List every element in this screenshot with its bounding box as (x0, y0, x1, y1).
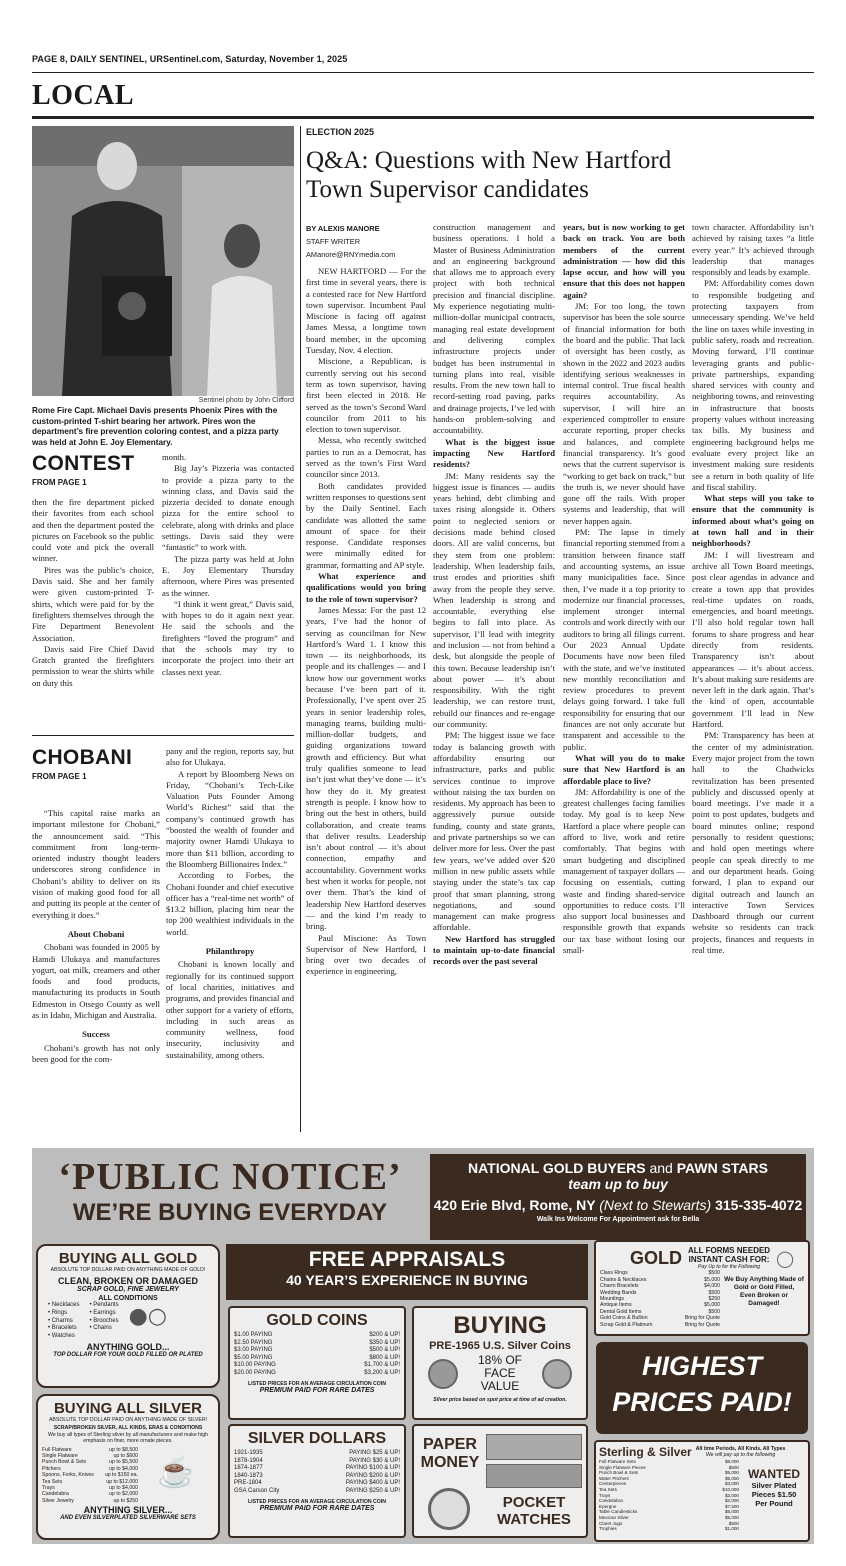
election-col-4 (692, 222, 814, 1132)
ad-walkins: Walk Ins Welcome For Appointment ask for Bella (536, 1216, 700, 1223)
cell: up to $600 (113, 1453, 138, 1460)
paragraph: “This capital raise marks an important milestone for Chobani,” the announcement said. “This commitment from long-term-oriented industry thought leaders underscores strong confidence in Chobani’s ability to deliver on its vision of making good food for all and putting its people at the center of everything it does.” (32, 808, 160, 920)
cell: Trophies (599, 1526, 617, 1532)
ad-gold-coins (228, 1306, 406, 1420)
cell: PAYING $25 & UP! (349, 1450, 400, 1456)
cell: $3,000 (724, 1492, 739, 1498)
table-row (234, 1347, 400, 1355)
ad-silver-dollars (228, 1424, 406, 1538)
table-row (234, 1332, 400, 1340)
cell: Tea Sets (599, 1486, 617, 1492)
cell: 1921-1935 (234, 1450, 263, 1456)
paragraph: Miscione, a Republican, is currently serving out his second term as town supervisor, having first been elected in 2018. He served as the town’s Second Ward councilor from 2011 to his election to town supervisor. (306, 356, 426, 435)
cell: up to $12,000 (106, 1478, 138, 1485)
cell: 1878-1904 (234, 1457, 263, 1464)
gold-coins-note: LISTED PRICES FOR AN AVERAGE CIRCULATION COIN (247, 1380, 387, 1387)
paragraph: James Messa: For the past 12 years, I’ve had the honor of serving as councilman for New Hartford’s Ward 1. I know this town — its neighborhoods, its people and its challenges — and I know how our government works because I’ve been part of it. Professionally, I’ve spent over 25 years in senior leadership roles, managing teams, building multi-million-dollar budgets, and guiding organizations toward growth and efficiency. But what truly qualifies someone to lead isn’t just what they’ve done — it’s how they do it. My greatest strength is people. I know how to bring out the best in others, build collaboration, and create teams that deliver results. Leadership isn’t about control — it’s about connection, empathy and accountability. Government works best when it works for people, not over them. That’s the kind of leadership New Hartford deserves — and the kind I’m ready to bring. (306, 604, 426, 932)
question: New Hartford has struggled to maintain up-to-date financial records over the past several (433, 933, 555, 967)
cell: $5,000 (724, 1475, 739, 1481)
cell: PAYING $250 & UP! (345, 1487, 400, 1494)
sterling-head1: All time Periods, All Kinds, All Types (695, 1445, 786, 1452)
paragraph: PM: Affordability comes down to responsible budgeting and protecting taxpayers from unnecessary spending. We’ve held the line on taxes while investing in public safety, roads and recreation. Moving forward, I’ll continue leveraging grants and public-private partnerships, expanding shared services with county and neighboring towns, and reinvesting in infrastructure that boosts property values without increasing tax bills. My business and engineering background helps me evaluate every project like an investment making sure residents see a return in both quality of life and fiscal stability. (692, 278, 814, 492)
cell: $2.50 PAYING (234, 1339, 273, 1346)
sterling-title: Sterling & Silver (599, 1445, 692, 1459)
sterling-plated2: Pieces $1.50 (751, 1490, 797, 1499)
face-line-3: VALUE (480, 1379, 520, 1393)
silver-box-l2: We buy all types of Sterling silver by all manufacturers and make high emphasis on finer, more ornate pieces. (48, 1431, 208, 1445)
cell: Candelabra (599, 1498, 623, 1504)
coin-icon (542, 1359, 572, 1389)
gold-box-footer1: ANYTHING GOLD... (86, 1342, 170, 1353)
cell: Spoons, Forks, Knives (42, 1472, 94, 1479)
divider (32, 735, 294, 736)
cell: Table Candlesticks (599, 1509, 638, 1515)
cell: Full Flatware (42, 1446, 72, 1453)
cell: $1.00 PAYING (234, 1332, 273, 1338)
election-col-3 (563, 222, 685, 1132)
cell: Tea Sets (42, 1478, 63, 1485)
cell: Silver Jewelry (42, 1497, 74, 1504)
byline-email: AManore@RNYmedia.com (306, 250, 396, 259)
cell: $5.00 PAYING (234, 1354, 273, 1361)
pocket-watch-icon (428, 1488, 470, 1530)
banknote-icon (486, 1434, 582, 1460)
paragraph: Davis said Fire Chief David Gratch granted the firefighters permission to wear the shirts while on duty this (32, 643, 154, 688)
teapot-icon: ☕ (157, 1454, 195, 1490)
chobani-col-1 (32, 808, 160, 1126)
gold-list-side2: Gold or Gold Filled, (733, 1284, 795, 1292)
cell: Candelabra (42, 1491, 69, 1498)
cell: Bring for Quote (684, 1315, 720, 1322)
paper-money-label: PAPER MONEY (420, 1436, 480, 1471)
cell: $20.00 PAYING (234, 1369, 276, 1376)
election-headline: Q&A: Questions with New Hartford Town Supervisor candidates (306, 147, 672, 203)
table-row (234, 1355, 400, 1363)
table-row (599, 1526, 739, 1532)
gold-box-footer2: TOP DOLLAR FOR YOUR GOLD FILLED OR PLATED (53, 1352, 203, 1359)
table-row (234, 1480, 400, 1488)
election-kicker: ELECTION 2025 (306, 127, 375, 137)
question: years, but is now working to get back on track. You are both members of the current administration — how did this lapse occur, and how will you ensure that this does not happen again? (563, 222, 685, 300)
cell: Mountings (600, 1296, 624, 1303)
column-divider (300, 126, 301, 1132)
cell: Antique Items (600, 1302, 632, 1309)
ad-paper-money (412, 1424, 588, 1538)
paragraph: JM: For too long, the town supervisor has been the sole source of financial information for both the board and the public. That lack of oversight has been costly, as shown in the 2022 and 2023 audits identifying serious weaknesses in internal control. True fiscal health requires accountability. As supervisor, I will hire an experienced comptroller to ensure accurate reporting, proper checks and balances, and complete financial transparency. It’s good news that the current supervisor is “working to get back on track,” but the truth is, we never should have gone off the rails. With proper systems and leadership, that will never happen again. (563, 301, 685, 526)
cell: up to $2,000 (109, 1491, 138, 1498)
gold-list-forms2: INSTANT CASH FOR: (688, 1255, 770, 1264)
ad-national-gold (430, 1154, 806, 1240)
ad-public-notice (38, 1156, 422, 1242)
ad-silver-box (36, 1394, 220, 1540)
chobani-col-2 (166, 746, 294, 1130)
cell: Punch Bowl & Sets (599, 1470, 639, 1476)
cell: Punch Bowl & Sets (42, 1459, 87, 1466)
cell: Epergne (599, 1503, 617, 1509)
pre1965-sub: PRE-1965 U.S. Silver Coins (429, 1340, 571, 1352)
cell: $5,000 (724, 1470, 739, 1476)
cell: $500 (708, 1270, 720, 1277)
chobani-header (32, 746, 152, 781)
list-item: • Brooches (89, 1317, 119, 1324)
list-item: • Necklaces (48, 1302, 80, 1309)
paragraph: PM: The lapse in timely financial reporting stemmed from a transition between finance staff and accounting systems, an issue many municipalities face. Since then, I’ve made it a top priority to modernize our financial processes, implement stronger internal controls and work directly with our auditors to bring all filings current. Our 2023 Annual Update Documents have now been filed with the state, and we’ve instituted new monthly reconciliation and review procedures to prevent delays going forward. I take full responsibility for ensuring that our finances are not only accurate but transparent and accessible to the public. (563, 527, 685, 752)
cell: $1,000 (724, 1526, 739, 1532)
pocket-watches-label: POCKET WATCHES (497, 1494, 571, 1528)
cell: $3,000 (724, 1481, 739, 1487)
list-item: • Bracelets (48, 1325, 77, 1332)
jewelry-icon: ●○ (128, 1304, 167, 1330)
paragraph: PM: The biggest issue we face today is balancing growth with affordability ensuring our infrastructure, parks and public services continue to improve without raising the tax burden on residents. My approach has been to aggressively pursue outside funding, county and state grants, and private partnerships so we can deliver more for less. Over the past few years, we’ve added over $20 million in new public assets while staying under the state’s tax cap proof that smart planning, strong negotiations, and sound management can make progress affordable. (433, 730, 555, 933)
paragraph: NEW HARTFORD — For the first time in several years, there is a contested race for New Hartford town supervisor. Incumbent Paul Miscione is facing off against James Messa, a longtime town board member, in the upcoming Tuesday, Nov. 4 election. (306, 266, 426, 356)
subhead: Success (82, 1029, 110, 1040)
list-item: • Rings (48, 1310, 68, 1316)
gold-coins-premium: PREMIUM PAID FOR RARE DATES (259, 1386, 375, 1394)
pre1965-note: Silver price based on spot price at time of ad creation. (433, 1397, 567, 1403)
cell: $500 (708, 1308, 720, 1315)
cell: up to $250 (113, 1497, 138, 1504)
silver-box-title: BUYING ALL SILVER (53, 1400, 203, 1417)
table-row (234, 1370, 400, 1378)
cell: 1840-1873 (234, 1472, 263, 1479)
ad-sterling (594, 1440, 810, 1542)
ad-and: and (649, 1160, 673, 1176)
paragraph: “I think it went great,” Davis said, with hopes to do it again next year. He said the schools and the firefighters “loved the program” and that the schools may try to incorporate the project into their art classes next year. (162, 598, 294, 677)
gold-list-side3: Even Broken or Damaged! (739, 1292, 789, 1308)
table-row (234, 1473, 400, 1481)
subhead: Philanthropy (205, 946, 255, 957)
cell: Mexican Silver (599, 1514, 629, 1520)
chobani-title: CHOBANI (32, 746, 133, 769)
cell: Claret Jugs (599, 1520, 623, 1526)
election-col-2 (433, 222, 555, 1132)
cell: Trays (42, 1485, 55, 1492)
table-row (234, 1458, 400, 1466)
paragraph: The pizza party was held at John E. Joy Elementary Thursday afternoon, where Pires was presented as the winner. (162, 553, 294, 598)
paragraph: town character. Affordability isn’t achieved by raising taxes “a little every year.” It’s achieved through leadership that manages responsibly and leads by example. (692, 222, 814, 278)
ad-appraisals (226, 1244, 588, 1300)
cell: Bring for Quote (684, 1321, 720, 1328)
banknote-icon (486, 1464, 582, 1488)
cell: Trays (599, 1492, 611, 1498)
list-item: • Watches (48, 1332, 75, 1339)
paragraph: construction management and business operations. I hold a Master of Business Administration and an engineering background that allows me to approach every project with both technical precision and financial discipline. My experience negotiating multi-million-dollar municipal contracts, managing real estate development and delivering complex infrastructure projects under budget has been instrumental in turning plans into real, visible results. From the new town hall to record-setting road paving, parks and drainage projects, I’ve led with hands-on problem-solving and accountability. (433, 222, 555, 436)
byline: BY ALEXIS MANORE (306, 224, 380, 233)
paragraph: According to Forbes, the Chobani founder and chief executive officer has a “real-time net worth” of $13.2 billion, placing him near the top 200 wealthiest individuals in the world. (166, 870, 294, 937)
contest-col-2 (162, 452, 294, 714)
ad-gold-box (36, 1244, 220, 1388)
cell: Chains & Necklaces (600, 1276, 647, 1283)
ad-team: team up to buy (568, 1176, 668, 1192)
contest-title: CONTEST (32, 452, 135, 475)
cell: $10,000 (722, 1486, 739, 1492)
cell: up to $4,000 (109, 1485, 138, 1492)
cell: $5,000 (724, 1509, 739, 1515)
appraisals-title: FREE APPRAISALS (308, 1248, 506, 1271)
gold-box-items (48, 1302, 214, 1340)
gold-box-l1: CLEAN, BROKEN OR DAMAGED (57, 1276, 198, 1287)
cell: up to $8,500 (109, 1446, 138, 1453)
cell: Dental Gold Items (600, 1308, 642, 1315)
cell: $500 (728, 1520, 739, 1526)
gold-list-forms1: ALL FORMS NEEDED (688, 1246, 771, 1255)
cell: Centerpieces (599, 1481, 627, 1487)
paragraph: then the fire department picked their favorites from each school and then the department posted the pictures on Facebook so the public could vote and pick the overall winner. (32, 497, 154, 564)
contest-header (32, 452, 135, 487)
cell: PAYING $100 & UP! (345, 1465, 400, 1472)
gold-list-title: GOLD (630, 1247, 682, 1268)
paragraph: month. (162, 452, 187, 462)
cell: $5,000 (704, 1276, 720, 1283)
pre1965-title: BUYING (453, 1312, 547, 1339)
section-title: LOCAL (32, 80, 135, 111)
news-photo (32, 126, 294, 396)
ad-gold-list (594, 1240, 810, 1336)
cell: $5,000 (704, 1302, 720, 1309)
cell: PAYING $200 & UP! (345, 1472, 400, 1479)
cell: PRE-1804 (234, 1480, 262, 1487)
table-row (600, 1322, 720, 1328)
paragraph: Chobani was founded in 2005 by Hamdi Ulukaya and manufactures yogurt, oat milk, creamers and other foods and food products, manufacturing its products in South Edmeston in Otsego County as well as in Idaho, Michigan and Australia. (32, 942, 160, 1021)
ad-national: NATIONAL GOLD BUYERS (467, 1160, 646, 1176)
section-rule (32, 116, 814, 119)
cell: Scrap Gold & Platinum (600, 1321, 653, 1328)
cell: GSA Carson City (234, 1487, 280, 1494)
silver-box-l1: SCRAP/BROKEN SILVER, ALL KINDS, ERAS & CONDITIONS (53, 1425, 203, 1432)
list-item: • Charms (48, 1317, 73, 1324)
paragraph: Pires was the public’s choice, Davis said. She and her family were given custom-printed T-shirts, which were paid for by the firefighters themselves through the Fire Department Benevolent Association. (32, 564, 154, 643)
paragraph: PM: Transparency has been at the center of my administration. Every major project from the town hall to the Chadwicks revitalization has been presented publicly and discussed openly at board meetings. I’ve made it a point to post updates, budgets and board minutes online; respond personally to resident questions; and hold open meetings where people can speak directly to me and our department heads. Going forward, I plan to expand our digital outreach and launch an interactive Town Services Dashboard through our current website so residents can track projects, finances and requests in real time. (692, 730, 814, 955)
ad-phone: 315-335-4072 (715, 1197, 803, 1213)
cell: $3.00 PAYING (234, 1347, 273, 1354)
photo-caption: Rome Fire Capt. Michael Davis presents Phoenix Pires with the custom-printed T-shirt bearing her artwork. Pires won the department’s fire prevention coloring contest, and a pizza party was held at John E. Joy Elementary. (32, 406, 279, 447)
cell: $7,500 (724, 1503, 739, 1509)
silver-dollars-premium: PREMIUM PAID FOR RARE DATES (259, 1504, 375, 1512)
election-col-1 (306, 266, 426, 1132)
silver-box-footer1: ANYTHING SILVER... (83, 1505, 173, 1516)
cell: Wedding Bands (600, 1289, 637, 1296)
cell: Single Flatware Pieces (599, 1464, 646, 1470)
cell: $10.00 PAYING (234, 1362, 276, 1369)
gold-coins-title: GOLD COINS (266, 1312, 368, 1329)
silver-dollars-title: SILVER DOLLARS (247, 1430, 387, 1447)
coin-icon (428, 1359, 458, 1389)
cell: PAYING $30 & UP! (349, 1457, 400, 1464)
face-line-2: FACE (484, 1366, 516, 1380)
sterling-head2: We will pay up to the following (705, 1452, 776, 1458)
sterling-wanted: WANTED (748, 1467, 800, 1481)
paragraph: pany and the region, reports say, but also for Ulukaya. (166, 746, 294, 768)
cell: $500 & UP! (369, 1347, 400, 1354)
ad-public-notice-title: ‘PUBLIC NOTICE’ (58, 1156, 402, 1198)
cell: $5,000 (724, 1514, 739, 1520)
cell: $1,700 & UP! (364, 1362, 400, 1369)
paragraph: Messa, who recently switched parties to run as a Democrat, has served as the town’s First Ward councilor since 2013. (306, 435, 426, 480)
cell: $2,000 (724, 1498, 739, 1504)
ad-pre1965 (412, 1306, 588, 1420)
paragraph: JM: Affordability is one of the greatest challenges facing families today. My goal is to keep New Hartford a place where people can afford to live, work and retire comfortably. That begins with smart budgeting and disciplined management of taxpayer dollars — focusing on essentials, cutting waste and finding shared-service opportunities to reduce costs. I’ll also support local businesses and responsible growth that expands our tax base without losing our small- (563, 786, 685, 955)
question: What will you do to make sure that New Hartford is an affordable place to live? (563, 752, 685, 786)
byline-role: STAFF WRITER (306, 237, 361, 246)
ad-buying-everyday: WE’RE BUYING EVERYDAY (72, 1199, 388, 1226)
cell: up to $5,500 (109, 1459, 138, 1466)
question: What experience and qualifications would you bring to the role of town supervisor? (306, 571, 426, 604)
ring-icon: ◯ (776, 1248, 794, 1268)
silver-box-sub: ABSOLUTE TOP DOLLAR PAID ON ANYTHING MADE OF SILVER! (48, 1417, 208, 1423)
table-row (234, 1450, 400, 1458)
sterling-plated1: Silver Plated (751, 1481, 797, 1490)
top-rule (32, 72, 814, 73)
cell: Water Pitchers (599, 1475, 629, 1481)
cell: $250 (708, 1296, 720, 1303)
ad-pawn: PAWN STARS (676, 1160, 768, 1176)
list-item: • Pendants (89, 1302, 119, 1309)
paragraph: JM: Many residents say the biggest issue is finances — audits years behind, debt climbing and taxes rising alongside it. Others point to neglected seniors or decisions made behind closed doors. All are valid concerns, but they stem from one problem: leadership. When leadership fails, trust erodes and priorities shift away from the people they serve. When leadership is strong and accountable, everything else begins to fall into place. As supervisor, I’ll lead with integrity and inclusion — not from behind a desk, but alongside the people of this town. Because leadership isn’t about power — it’s about responsibility. With the right leadership, we can restore trust, rebuild our finances and re-engage our community. (433, 470, 555, 730)
paragraph: Big Jay’s Pizzeria was contacted to provide a pizza party to the winning class, and Davis said the pizzeria decided to donate enough pizza for the entire school to celebrate, along with drinks and place settings. Davis said they were “fantastic” to work with. (162, 463, 294, 553)
chobani-from-page: FROM PAGE 1 (32, 772, 87, 781)
silver-dollars-note: LISTED PRICES FOR AN AVERAGE CIRCULATION COIN (247, 1498, 387, 1505)
ad-next-to: (Next to Stewarts) (599, 1197, 712, 1213)
cell: PAYING $400 & UP! (345, 1480, 400, 1487)
cell: Gold Coins & Bullion (600, 1315, 648, 1322)
question: What is the biggest issue impacting New Hartford residents? (433, 436, 555, 470)
cell: Full Flatware Sets (599, 1459, 636, 1464)
table-row (234, 1488, 400, 1496)
cell: Pitchers (42, 1465, 61, 1472)
paragraph: JM: I will livestream and archive all Town Board meetings, post clear agendas in advance and create a town app that provides real-time updates on roads, emergencies, and board meetings. I’ll also hold regular town hall forums to share progress and hear directly from residents. Transparency isn’t about appearances — it’s about access. It’s about making sure residents are never left in the dark again. That’s the kind of open, accountable government I’ll lead in New Hartford. (692, 549, 814, 730)
cell: $8,000 (724, 1459, 739, 1464)
gold-list-side1: We Buy Anything Made of (724, 1276, 804, 1284)
silver-box-footer2: AND EVEN SILVERPLATED SILVERWARE SETS (60, 1515, 196, 1522)
cell: Single Flatware (42, 1453, 78, 1460)
cell: 1874-1877 (234, 1465, 263, 1472)
list-item: • Earrings (89, 1310, 116, 1316)
silver-box-rows (42, 1447, 138, 1505)
cell: $3,200 & UP! (364, 1369, 400, 1376)
table-row (234, 1465, 400, 1473)
contest-from-page: FROM PAGE 1 (32, 478, 87, 487)
cell: $4,000 (704, 1283, 720, 1290)
cell: Charm Bracelets (600, 1283, 639, 1290)
cell: $500 (708, 1289, 720, 1296)
paragraph: Chobani’s growth has not only been good for the com- (32, 1042, 160, 1064)
cell: $500 (728, 1464, 739, 1470)
highest-line-2: PRICES PAID! (612, 1387, 792, 1417)
table-row (234, 1362, 400, 1370)
paragraph: Paul Miscione: As Town Supervisor of New Hartford, I bring over two decades of experience in engineering, (306, 932, 426, 977)
question: What steps will you take to ensure that the community is informed about what’s going on at town hall and in their neighborhoods? (692, 493, 814, 549)
list-item: • Chains (89, 1325, 112, 1332)
cell: $800 & UP! (369, 1354, 400, 1361)
ad-highest-prices (596, 1342, 808, 1434)
appraisals-sub: 40 YEAR’S EXPERIENCE IN BUYING (286, 1272, 528, 1288)
face-line-1: 18% OF (477, 1353, 522, 1367)
paragraph: Both candidates provided written responses to questions sent by the Daily Sentinel. Each candidate was allotted the same amount of space for their response. Candidate responses were minimally edited for grammar, formatting and AP style. (306, 480, 426, 570)
gold-box-title: BUYING ALL GOLD (58, 1250, 198, 1267)
paragraph: Chobani is known locally and regionally for its continued support of local charities, initiatives and programs, and provides financial and other support for a variety of efforts, including in such areas as community wellness, food insecurity, inclusivity and sustainability, among others. (166, 959, 294, 1060)
table-row (42, 1498, 138, 1504)
gold-box-l2: SCRAP GOLD, FINE JEWELRY (77, 1286, 179, 1294)
ad-address: 420 Erie Blvd, Rome, NY (433, 1197, 596, 1213)
sterling-plated3: Per Pound (755, 1499, 793, 1508)
paragraph: A report by Bloomberg News on Friday, “Chobani’s Tech-Like Valuation Puts Founder Among World’s Richest” said that the company’s continued growth has “boosted the wealth of founder and majority owner Hamdi Ulukaya to more than $11 billion, according to the Bloomberg Billionaires Index.” (166, 768, 294, 869)
photo-credit: Sentinel photo by John Clifford (198, 397, 294, 404)
contest-col-1 (32, 497, 154, 717)
highest-line-1: HIGHEST (641, 1351, 762, 1381)
gold-list-pay: Pay Up to for the Following (697, 1264, 761, 1270)
cell: up to $150 ea. (104, 1472, 138, 1479)
cell: up to $4,000 (109, 1465, 138, 1472)
byline-block (306, 224, 424, 259)
subhead: About Chobani (67, 928, 125, 939)
page-folio: PAGE 8, DAILY SENTINEL, URSentinel.com, Saturday, November 1, 2025 (32, 54, 348, 64)
table-row (234, 1340, 400, 1348)
cell: $350 & UP! (369, 1339, 400, 1346)
cell: $200 & UP! (369, 1332, 400, 1338)
gold-box-sub: ABSOLUTE TOP DOLLAR PAID ON ANYTHING MADE OF GOLD! (50, 1267, 206, 1273)
cell: Class Rings (600, 1270, 628, 1277)
gold-box-l3: ALL CONDITIONS (98, 1295, 158, 1303)
